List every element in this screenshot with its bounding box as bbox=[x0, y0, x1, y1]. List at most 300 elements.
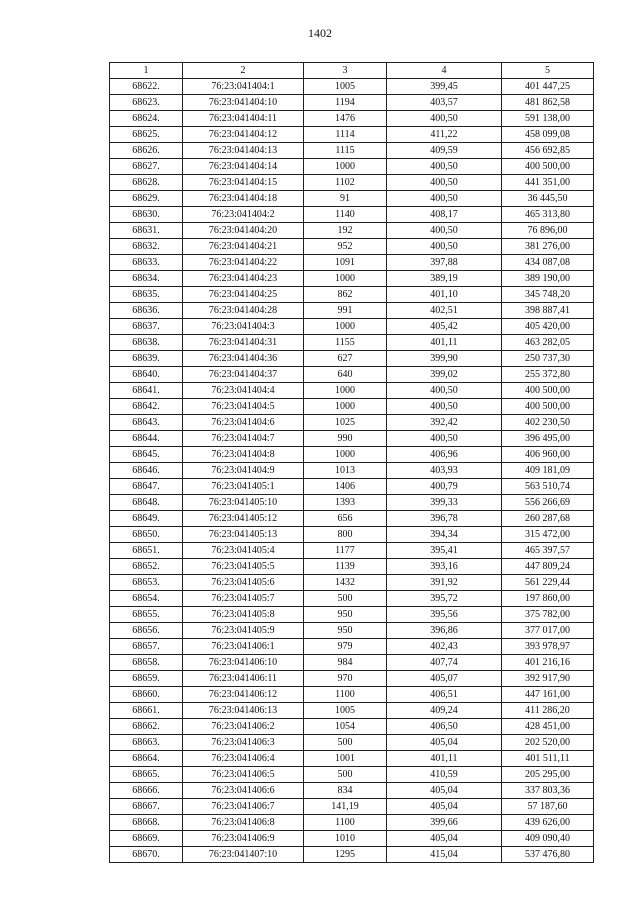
rate-cell: 399,02 bbox=[387, 367, 502, 383]
value-cell: 401 511,11 bbox=[502, 751, 594, 767]
cadastral-number-cell: 76:23:041404:13 bbox=[183, 143, 304, 159]
row-number-cell: 68640. bbox=[110, 367, 183, 383]
header-row bbox=[110, 63, 594, 79]
table-row bbox=[110, 463, 594, 479]
rate-cell: 399,33 bbox=[387, 495, 502, 511]
row-number-cell: 68642. bbox=[110, 399, 183, 415]
rate-cell: 401,11 bbox=[387, 335, 502, 351]
cadastral-number-cell: 76:23:041406:6 bbox=[183, 783, 304, 799]
rate-cell: 393,16 bbox=[387, 559, 502, 575]
area-cell: 1102 bbox=[304, 175, 387, 191]
area-cell: 1010 bbox=[304, 831, 387, 847]
rate-cell: 400,79 bbox=[387, 479, 502, 495]
value-cell: 456 692,85 bbox=[502, 143, 594, 159]
table-row bbox=[110, 95, 594, 111]
area-cell: 950 bbox=[304, 623, 387, 639]
value-cell: 260 287,68 bbox=[502, 511, 594, 527]
cadastral-number-cell: 76:23:041404:21 bbox=[183, 239, 304, 255]
rate-cell: 400,50 bbox=[387, 111, 502, 127]
rate-cell: 400,50 bbox=[387, 383, 502, 399]
value-cell: 337 803,36 bbox=[502, 783, 594, 799]
value-cell: 381 276,00 bbox=[502, 239, 594, 255]
row-number-cell: 68645. bbox=[110, 447, 183, 463]
column-header: 4 bbox=[387, 63, 502, 79]
rate-cell: 406,96 bbox=[387, 447, 502, 463]
table-row bbox=[110, 623, 594, 639]
value-cell: 537 476,80 bbox=[502, 847, 594, 863]
row-number-cell: 68647. bbox=[110, 479, 183, 495]
rate-cell: 403,57 bbox=[387, 95, 502, 111]
rate-cell: 395,41 bbox=[387, 543, 502, 559]
area-cell: 192 bbox=[304, 223, 387, 239]
row-number-cell: 68632. bbox=[110, 239, 183, 255]
row-number-cell: 68663. bbox=[110, 735, 183, 751]
cadastral-number-cell: 76:23:041407:10 bbox=[183, 847, 304, 863]
cadastral-number-cell: 76:23:041404:3 bbox=[183, 319, 304, 335]
value-cell: 409 181,09 bbox=[502, 463, 594, 479]
rate-cell: 400,50 bbox=[387, 431, 502, 447]
cadastral-number-cell: 76:23:041405:8 bbox=[183, 607, 304, 623]
rate-cell: 400,50 bbox=[387, 159, 502, 175]
value-cell: 406 960,00 bbox=[502, 447, 594, 463]
value-cell: 393 978,97 bbox=[502, 639, 594, 655]
column-header: 3 bbox=[304, 63, 387, 79]
table-row bbox=[110, 527, 594, 543]
cadastral-number-cell: 76:23:041404:18 bbox=[183, 191, 304, 207]
table-row bbox=[110, 431, 594, 447]
cadastral-number-cell: 76:23:041405:10 bbox=[183, 495, 304, 511]
rate-cell: 397,88 bbox=[387, 255, 502, 271]
value-cell: 315 472,00 bbox=[502, 527, 594, 543]
table-row bbox=[110, 319, 594, 335]
table-row bbox=[110, 559, 594, 575]
value-cell: 400 500,00 bbox=[502, 399, 594, 415]
row-number-cell: 68637. bbox=[110, 319, 183, 335]
row-number-cell: 68644. bbox=[110, 431, 183, 447]
value-cell: 377 017,00 bbox=[502, 623, 594, 639]
row-number-cell: 68641. bbox=[110, 383, 183, 399]
cadastral-number-cell: 76:23:041406:5 bbox=[183, 767, 304, 783]
rate-cell: 405,42 bbox=[387, 319, 502, 335]
area-cell: 500 bbox=[304, 591, 387, 607]
cadastral-number-cell: 76:23:041405:13 bbox=[183, 527, 304, 543]
value-cell: 409 090,40 bbox=[502, 831, 594, 847]
table-row bbox=[110, 223, 594, 239]
rate-cell: 401,10 bbox=[387, 287, 502, 303]
area-cell: 1476 bbox=[304, 111, 387, 127]
table-row bbox=[110, 415, 594, 431]
cadastral-number-cell: 76:23:041406:8 bbox=[183, 815, 304, 831]
table-row bbox=[110, 591, 594, 607]
value-cell: 250 737,30 bbox=[502, 351, 594, 367]
value-cell: 405 420,00 bbox=[502, 319, 594, 335]
area-cell: 1115 bbox=[304, 143, 387, 159]
row-number-cell: 68649. bbox=[110, 511, 183, 527]
area-cell: 1406 bbox=[304, 479, 387, 495]
row-number-cell: 68662. bbox=[110, 719, 183, 735]
cadastral-number-cell: 76:23:041404:15 bbox=[183, 175, 304, 191]
row-number-cell: 68625. bbox=[110, 127, 183, 143]
rate-cell: 391,92 bbox=[387, 575, 502, 591]
value-cell: 465 397,57 bbox=[502, 543, 594, 559]
area-cell: 1013 bbox=[304, 463, 387, 479]
row-number-cell: 68654. bbox=[110, 591, 183, 607]
cadastral-number-cell: 76:23:041404:12 bbox=[183, 127, 304, 143]
cadastral-number-cell: 76:23:041406:4 bbox=[183, 751, 304, 767]
table-row bbox=[110, 799, 594, 815]
table-row bbox=[110, 111, 594, 127]
cadastral-number-cell: 76:23:041404:28 bbox=[183, 303, 304, 319]
area-cell: 862 bbox=[304, 287, 387, 303]
area-cell: 979 bbox=[304, 639, 387, 655]
rate-cell: 400,50 bbox=[387, 399, 502, 415]
area-cell: 991 bbox=[304, 303, 387, 319]
table-row bbox=[110, 687, 594, 703]
rate-cell: 396,86 bbox=[387, 623, 502, 639]
row-number-cell: 68633. bbox=[110, 255, 183, 271]
cadastral-number-cell: 76:23:041404:31 bbox=[183, 335, 304, 351]
table-row bbox=[110, 239, 594, 255]
value-cell: 561 229,44 bbox=[502, 575, 594, 591]
cadastral-number-cell: 76:23:041406:11 bbox=[183, 671, 304, 687]
row-number-cell: 68626. bbox=[110, 143, 183, 159]
value-cell: 36 445,50 bbox=[502, 191, 594, 207]
cadastral-number-cell: 76:23:041406:9 bbox=[183, 831, 304, 847]
cadastral-number-cell: 76:23:041404:5 bbox=[183, 399, 304, 415]
row-number-cell: 68659. bbox=[110, 671, 183, 687]
row-number-cell: 68658. bbox=[110, 655, 183, 671]
table-row bbox=[110, 703, 594, 719]
area-cell: 1001 bbox=[304, 751, 387, 767]
value-cell: 76 896,00 bbox=[502, 223, 594, 239]
cadastral-number-cell: 76:23:041404:2 bbox=[183, 207, 304, 223]
cadastral-number-cell: 76:23:041404:10 bbox=[183, 95, 304, 111]
value-cell: 255 372,80 bbox=[502, 367, 594, 383]
value-cell: 591 138,00 bbox=[502, 111, 594, 127]
row-number-cell: 68636. bbox=[110, 303, 183, 319]
value-cell: 392 917,90 bbox=[502, 671, 594, 687]
area-cell: 500 bbox=[304, 767, 387, 783]
value-cell: 401 216,16 bbox=[502, 655, 594, 671]
value-cell: 441 351,00 bbox=[502, 175, 594, 191]
value-cell: 556 266,69 bbox=[502, 495, 594, 511]
rate-cell: 405,07 bbox=[387, 671, 502, 687]
table-row bbox=[110, 255, 594, 271]
row-number-cell: 68668. bbox=[110, 815, 183, 831]
row-number-cell: 68657. bbox=[110, 639, 183, 655]
cadastral-number-cell: 76:23:041406:1 bbox=[183, 639, 304, 655]
cadastral-number-cell: 76:23:041404:6 bbox=[183, 415, 304, 431]
area-cell: 990 bbox=[304, 431, 387, 447]
area-cell: 1000 bbox=[304, 383, 387, 399]
area-cell: 1000 bbox=[304, 447, 387, 463]
cadastral-number-cell: 76:23:041404:20 bbox=[183, 223, 304, 239]
cadastral-number-cell: 76:23:041404:7 bbox=[183, 431, 304, 447]
table-row bbox=[110, 767, 594, 783]
cadastral-number-cell: 76:23:041404:8 bbox=[183, 447, 304, 463]
value-cell: 428 451,00 bbox=[502, 719, 594, 735]
table-row bbox=[110, 383, 594, 399]
area-cell: 1005 bbox=[304, 79, 387, 95]
value-cell: 463 282,05 bbox=[502, 335, 594, 351]
rate-cell: 411,22 bbox=[387, 127, 502, 143]
row-number-cell: 68669. bbox=[110, 831, 183, 847]
value-cell: 465 313,80 bbox=[502, 207, 594, 223]
area-cell: 950 bbox=[304, 607, 387, 623]
table-row bbox=[110, 719, 594, 735]
rate-cell: 392,42 bbox=[387, 415, 502, 431]
value-cell: 400 500,00 bbox=[502, 159, 594, 175]
area-cell: 970 bbox=[304, 671, 387, 687]
row-number-cell: 68635. bbox=[110, 287, 183, 303]
cadastral-number-cell: 76:23:041404:36 bbox=[183, 351, 304, 367]
area-cell: 800 bbox=[304, 527, 387, 543]
rate-cell: 408,17 bbox=[387, 207, 502, 223]
area-cell: 1054 bbox=[304, 719, 387, 735]
area-cell: 984 bbox=[304, 655, 387, 671]
row-number-cell: 68624. bbox=[110, 111, 183, 127]
cadastral-number-cell: 76:23:041406:2 bbox=[183, 719, 304, 735]
table-row bbox=[110, 751, 594, 767]
cadastral-number-cell: 76:23:041404:37 bbox=[183, 367, 304, 383]
cadastral-number-cell: 76:23:041405:7 bbox=[183, 591, 304, 607]
area-cell: 141,19 bbox=[304, 799, 387, 815]
rate-cell: 406,50 bbox=[387, 719, 502, 735]
row-number-cell: 68661. bbox=[110, 703, 183, 719]
table-row bbox=[110, 399, 594, 415]
row-number-cell: 68656. bbox=[110, 623, 183, 639]
cadastral-number-cell: 76:23:041404:11 bbox=[183, 111, 304, 127]
area-cell: 1000 bbox=[304, 159, 387, 175]
area-cell: 1100 bbox=[304, 687, 387, 703]
row-number-cell: 68648. bbox=[110, 495, 183, 511]
cadastral-number-cell: 76:23:041405:5 bbox=[183, 559, 304, 575]
value-cell: 389 190,00 bbox=[502, 271, 594, 287]
rate-cell: 409,24 bbox=[387, 703, 502, 719]
area-cell: 1000 bbox=[304, 319, 387, 335]
rate-cell: 395,72 bbox=[387, 591, 502, 607]
table-row bbox=[110, 655, 594, 671]
table-row bbox=[110, 335, 594, 351]
row-number-cell: 68670. bbox=[110, 847, 183, 863]
table-row bbox=[110, 639, 594, 655]
row-number-cell: 68627. bbox=[110, 159, 183, 175]
cadastral-number-cell: 76:23:041406:7 bbox=[183, 799, 304, 815]
table-row bbox=[110, 287, 594, 303]
table-row bbox=[110, 175, 594, 191]
rate-cell: 410,59 bbox=[387, 767, 502, 783]
area-cell: 627 bbox=[304, 351, 387, 367]
rate-cell: 405,04 bbox=[387, 831, 502, 847]
rate-cell: 394,34 bbox=[387, 527, 502, 543]
table-row bbox=[110, 735, 594, 751]
cadastral-number-cell: 76:23:041405:4 bbox=[183, 543, 304, 559]
rate-cell: 400,50 bbox=[387, 223, 502, 239]
area-cell: 1140 bbox=[304, 207, 387, 223]
rate-cell: 406,51 bbox=[387, 687, 502, 703]
area-cell: 91 bbox=[304, 191, 387, 207]
value-cell: 375 782,00 bbox=[502, 607, 594, 623]
rate-cell: 400,50 bbox=[387, 191, 502, 207]
row-number-cell: 68666. bbox=[110, 783, 183, 799]
table-row bbox=[110, 79, 594, 95]
value-cell: 481 862,58 bbox=[502, 95, 594, 111]
rate-cell: 405,04 bbox=[387, 735, 502, 751]
value-cell: 402 230,50 bbox=[502, 415, 594, 431]
value-cell: 345 748,20 bbox=[502, 287, 594, 303]
table-row bbox=[110, 303, 594, 319]
value-cell: 447 809,24 bbox=[502, 559, 594, 575]
value-cell: 458 099,08 bbox=[502, 127, 594, 143]
area-cell: 1432 bbox=[304, 575, 387, 591]
row-number-cell: 68646. bbox=[110, 463, 183, 479]
area-cell: 1194 bbox=[304, 95, 387, 111]
row-number-cell: 68653. bbox=[110, 575, 183, 591]
table-row bbox=[110, 543, 594, 559]
value-cell: 396 495,00 bbox=[502, 431, 594, 447]
table-row bbox=[110, 271, 594, 287]
table-row bbox=[110, 847, 594, 863]
table-row bbox=[110, 815, 594, 831]
area-cell: 1393 bbox=[304, 495, 387, 511]
table-row bbox=[110, 511, 594, 527]
value-cell: 439 626,00 bbox=[502, 815, 594, 831]
area-cell: 500 bbox=[304, 735, 387, 751]
row-number-cell: 68660. bbox=[110, 687, 183, 703]
table-row bbox=[110, 191, 594, 207]
table-row bbox=[110, 479, 594, 495]
row-number-cell: 68634. bbox=[110, 271, 183, 287]
row-number-cell: 68655. bbox=[110, 607, 183, 623]
table-row bbox=[110, 783, 594, 799]
column-header: 1 bbox=[110, 63, 183, 79]
area-cell: 1091 bbox=[304, 255, 387, 271]
rate-cell: 395,56 bbox=[387, 607, 502, 623]
table-body bbox=[110, 79, 594, 863]
rate-cell: 400,50 bbox=[387, 175, 502, 191]
row-number-cell: 68631. bbox=[110, 223, 183, 239]
table-row bbox=[110, 831, 594, 847]
area-cell: 1177 bbox=[304, 543, 387, 559]
table-row bbox=[110, 495, 594, 511]
value-cell: 400 500,00 bbox=[502, 383, 594, 399]
value-cell: 434 087,08 bbox=[502, 255, 594, 271]
rate-cell: 415,04 bbox=[387, 847, 502, 863]
table-row bbox=[110, 671, 594, 687]
area-cell: 1005 bbox=[304, 703, 387, 719]
rate-cell: 399,66 bbox=[387, 815, 502, 831]
row-number-cell: 68650. bbox=[110, 527, 183, 543]
table-row bbox=[110, 367, 594, 383]
area-cell: 656 bbox=[304, 511, 387, 527]
column-header: 2 bbox=[183, 63, 304, 79]
row-number-cell: 68652. bbox=[110, 559, 183, 575]
rate-cell: 407,74 bbox=[387, 655, 502, 671]
rate-cell: 399,45 bbox=[387, 79, 502, 95]
row-number-cell: 68638. bbox=[110, 335, 183, 351]
area-cell: 834 bbox=[304, 783, 387, 799]
row-number-cell: 68643. bbox=[110, 415, 183, 431]
area-cell: 1000 bbox=[304, 399, 387, 415]
table-row bbox=[110, 607, 594, 623]
value-cell: 411 286,20 bbox=[502, 703, 594, 719]
table-row bbox=[110, 127, 594, 143]
value-cell: 401 447,25 bbox=[502, 79, 594, 95]
cadastral-number-cell: 76:23:041404:1 bbox=[183, 79, 304, 95]
rate-cell: 396,78 bbox=[387, 511, 502, 527]
cadastral-number-cell: 76:23:041406:3 bbox=[183, 735, 304, 751]
rate-cell: 402,51 bbox=[387, 303, 502, 319]
value-cell: 197 860,00 bbox=[502, 591, 594, 607]
row-number-cell: 68628. bbox=[110, 175, 183, 191]
table-row bbox=[110, 143, 594, 159]
value-cell: 398 887,41 bbox=[502, 303, 594, 319]
table-row bbox=[110, 447, 594, 463]
table-row bbox=[110, 159, 594, 175]
cadastral-number-cell: 76:23:041404:14 bbox=[183, 159, 304, 175]
rate-cell: 389,19 bbox=[387, 271, 502, 287]
cadastral-number-cell: 76:23:041404:4 bbox=[183, 383, 304, 399]
cadastral-number-cell: 76:23:041404:22 bbox=[183, 255, 304, 271]
value-cell: 57 187,60 bbox=[502, 799, 594, 815]
row-number-cell: 68629. bbox=[110, 191, 183, 207]
rate-cell: 405,04 bbox=[387, 783, 502, 799]
value-cell: 563 510,74 bbox=[502, 479, 594, 495]
data-table bbox=[109, 62, 594, 863]
area-cell: 1114 bbox=[304, 127, 387, 143]
area-cell: 1295 bbox=[304, 847, 387, 863]
row-number-cell: 68651. bbox=[110, 543, 183, 559]
cadastral-number-cell: 76:23:041405:12 bbox=[183, 511, 304, 527]
table-row bbox=[110, 207, 594, 223]
area-cell: 1155 bbox=[304, 335, 387, 351]
row-number-cell: 68665. bbox=[110, 767, 183, 783]
rate-cell: 405,04 bbox=[387, 799, 502, 815]
rate-cell: 399,90 bbox=[387, 351, 502, 367]
area-cell: 640 bbox=[304, 367, 387, 383]
area-cell: 1025 bbox=[304, 415, 387, 431]
column-header: 5 bbox=[502, 63, 594, 79]
table-row bbox=[110, 351, 594, 367]
cadastral-number-cell: 76:23:041405:1 bbox=[183, 479, 304, 495]
table-row bbox=[110, 575, 594, 591]
rate-cell: 401,11 bbox=[387, 751, 502, 767]
row-number-cell: 68639. bbox=[110, 351, 183, 367]
cadastral-number-cell: 76:23:041406:13 bbox=[183, 703, 304, 719]
cadastral-number-cell: 76:23:041406:10 bbox=[183, 655, 304, 671]
row-number-cell: 68630. bbox=[110, 207, 183, 223]
row-number-cell: 68622. bbox=[110, 79, 183, 95]
cadastral-number-cell: 76:23:041406:12 bbox=[183, 687, 304, 703]
rate-cell: 402,43 bbox=[387, 639, 502, 655]
rate-cell: 409,59 bbox=[387, 143, 502, 159]
area-cell: 1139 bbox=[304, 559, 387, 575]
rate-cell: 400,50 bbox=[387, 239, 502, 255]
value-cell: 205 295,00 bbox=[502, 767, 594, 783]
rate-cell: 403,93 bbox=[387, 463, 502, 479]
row-number-cell: 68664. bbox=[110, 751, 183, 767]
cadastral-number-cell: 76:23:041404:25 bbox=[183, 287, 304, 303]
page-number: 1402 bbox=[308, 26, 332, 40]
cadastral-number-cell: 76:23:041404:9 bbox=[183, 463, 304, 479]
area-cell: 1000 bbox=[304, 271, 387, 287]
value-cell: 202 520,00 bbox=[502, 735, 594, 751]
value-cell: 447 161,00 bbox=[502, 687, 594, 703]
row-number-cell: 68623. bbox=[110, 95, 183, 111]
area-cell: 1100 bbox=[304, 815, 387, 831]
cadastral-number-cell: 76:23:041404:23 bbox=[183, 271, 304, 287]
area-cell: 952 bbox=[304, 239, 387, 255]
